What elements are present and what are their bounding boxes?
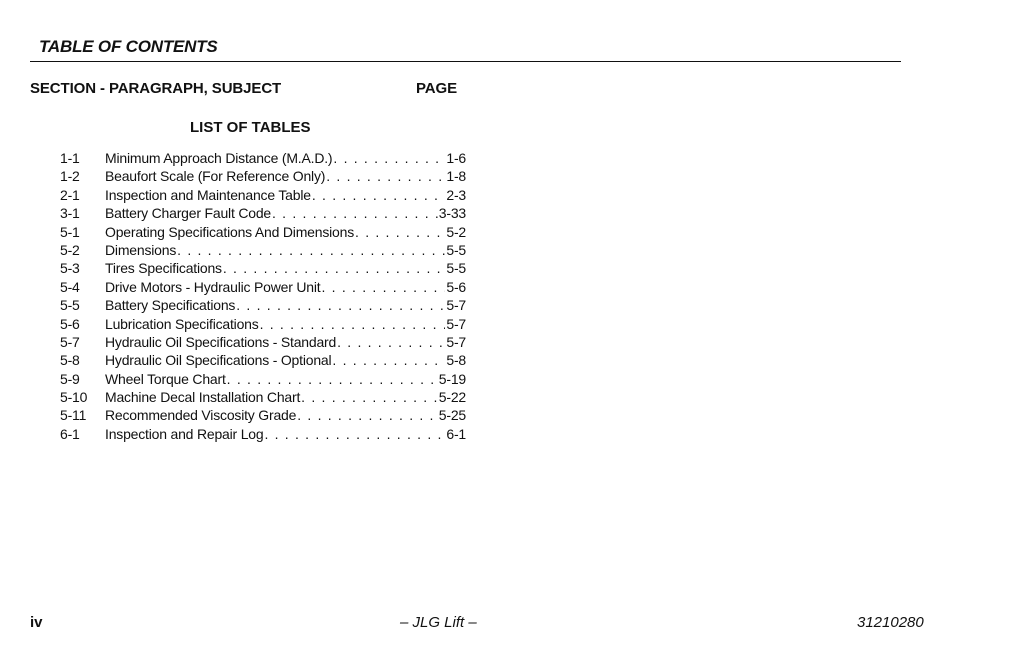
entry-page: 5-6 [446,278,466,295]
entry-number: 5-1 [60,223,80,240]
entry-page: 5-25 [438,407,466,424]
entry-title: Lubrication Specifications [105,315,259,332]
entry-title: Dimensions [105,241,177,258]
toc-entry[interactable] [60,351,466,369]
dot-leader [264,425,445,443]
entry-page: 5-22 [438,389,466,406]
list-of-tables-heading: LIST OF TABLES [190,119,311,136]
toc-entry[interactable] [60,425,466,443]
entry-title: Wheel Torque Chart [105,370,226,387]
toc-entry[interactable] [60,167,466,185]
entry-title: Battery Specifications [105,297,236,314]
toc-entry[interactable] [60,241,466,259]
dot-leader [227,370,438,388]
toc-entry[interactable] [60,296,466,314]
entry-number: 1-1 [60,150,80,166]
entry-title: Recommended Viscosity Grade [105,407,297,424]
entry-number: 5-3 [60,260,80,277]
entry-page: 1-8 [446,168,466,185]
entry-page: 6-1 [446,425,466,442]
entry-page: 5-19 [438,370,466,387]
toc-entry[interactable] [60,149,466,167]
entry-number: 2-1 [60,186,80,203]
dot-leader [260,315,446,333]
entry-title: Operating Specifications And Dimensions [105,223,355,240]
entry-number: 3-1 [60,205,80,222]
entry-page: 5-7 [446,333,466,350]
toc-entry[interactable] [60,333,466,351]
entry-title: Drive Motors - Hydraulic Power Unit [105,278,321,295]
entry-title: Hydraulic Oil Specifications - Optional [105,352,332,369]
entry-page: 5-5 [446,260,466,277]
toc-entry[interactable] [60,186,466,204]
page-column-heading: PAGE [416,80,457,97]
toc-entry[interactable] [60,315,466,333]
dot-leader [337,333,445,351]
toc-entry[interactable] [60,259,466,277]
dot-leader [312,186,446,204]
dot-leader [332,351,445,369]
entry-title: Beaufort Scale (For Reference Only) [105,168,326,185]
entry-number: 1-2 [60,168,80,185]
dot-leader [322,278,446,296]
entry-number: 5-5 [60,297,80,314]
entry-number: 6-1 [60,425,80,442]
entry-title: Inspection and Repair Log [105,425,264,442]
toc-entry[interactable] [60,370,466,388]
entry-title: Inspection and Maintenance Table [105,186,311,203]
entry-title: Tires Specifications [105,260,222,277]
entry-number: 5-9 [60,370,80,387]
footer-page-number: iv [30,614,43,631]
tables-list [60,149,466,443]
entry-page: 2-3 [446,186,466,203]
toc-entry[interactable] [60,223,466,241]
toc-entry[interactable] [60,406,466,424]
footer-manufacturer: – JLG Lift – [400,614,477,631]
dot-leader [272,204,438,222]
entry-title: Battery Charger Fault Code [105,205,271,222]
entry-number: 5-7 [60,333,80,350]
dot-leader [333,149,445,167]
entry-title: Minimum Approach Distance (M.A.D.) [105,150,333,166]
entry-number: 5-11 [60,407,87,424]
entry-number: 5-10 [60,389,88,406]
footer-document-number: 31210280 [857,614,924,631]
entry-title: Hydraulic Oil Specifications - Standard [105,333,337,350]
dot-leader [326,167,445,185]
title-divider [30,61,901,62]
toc-entry[interactable] [60,204,466,222]
dot-leader [236,296,445,314]
section-column-heading: SECTION - PARAGRAPH, SUBJECT [30,80,282,97]
entry-page: 3-33 [438,205,466,222]
entry-number: 5-6 [60,315,80,332]
entry-page: 5-7 [446,315,466,332]
entry-page: 1-6 [446,150,466,166]
entry-number: 5-2 [60,241,80,258]
entry-page: 5-8 [446,352,466,369]
toc-entry[interactable] [60,388,466,406]
toc-entry[interactable] [60,278,466,296]
entry-number: 5-4 [60,278,80,295]
dot-leader [297,406,438,424]
dot-leader [301,388,438,406]
entry-number: 5-8 [60,352,80,369]
entry-page: 5-5 [446,241,466,258]
entry-title: Machine Decal Installation Chart [105,389,301,406]
dot-leader [177,241,445,259]
dot-leader [355,223,445,241]
dot-leader [223,259,445,277]
entry-page: 5-7 [446,297,466,314]
entry-page: 5-2 [446,223,466,240]
page-title: TABLE OF CONTENTS [39,37,218,56]
